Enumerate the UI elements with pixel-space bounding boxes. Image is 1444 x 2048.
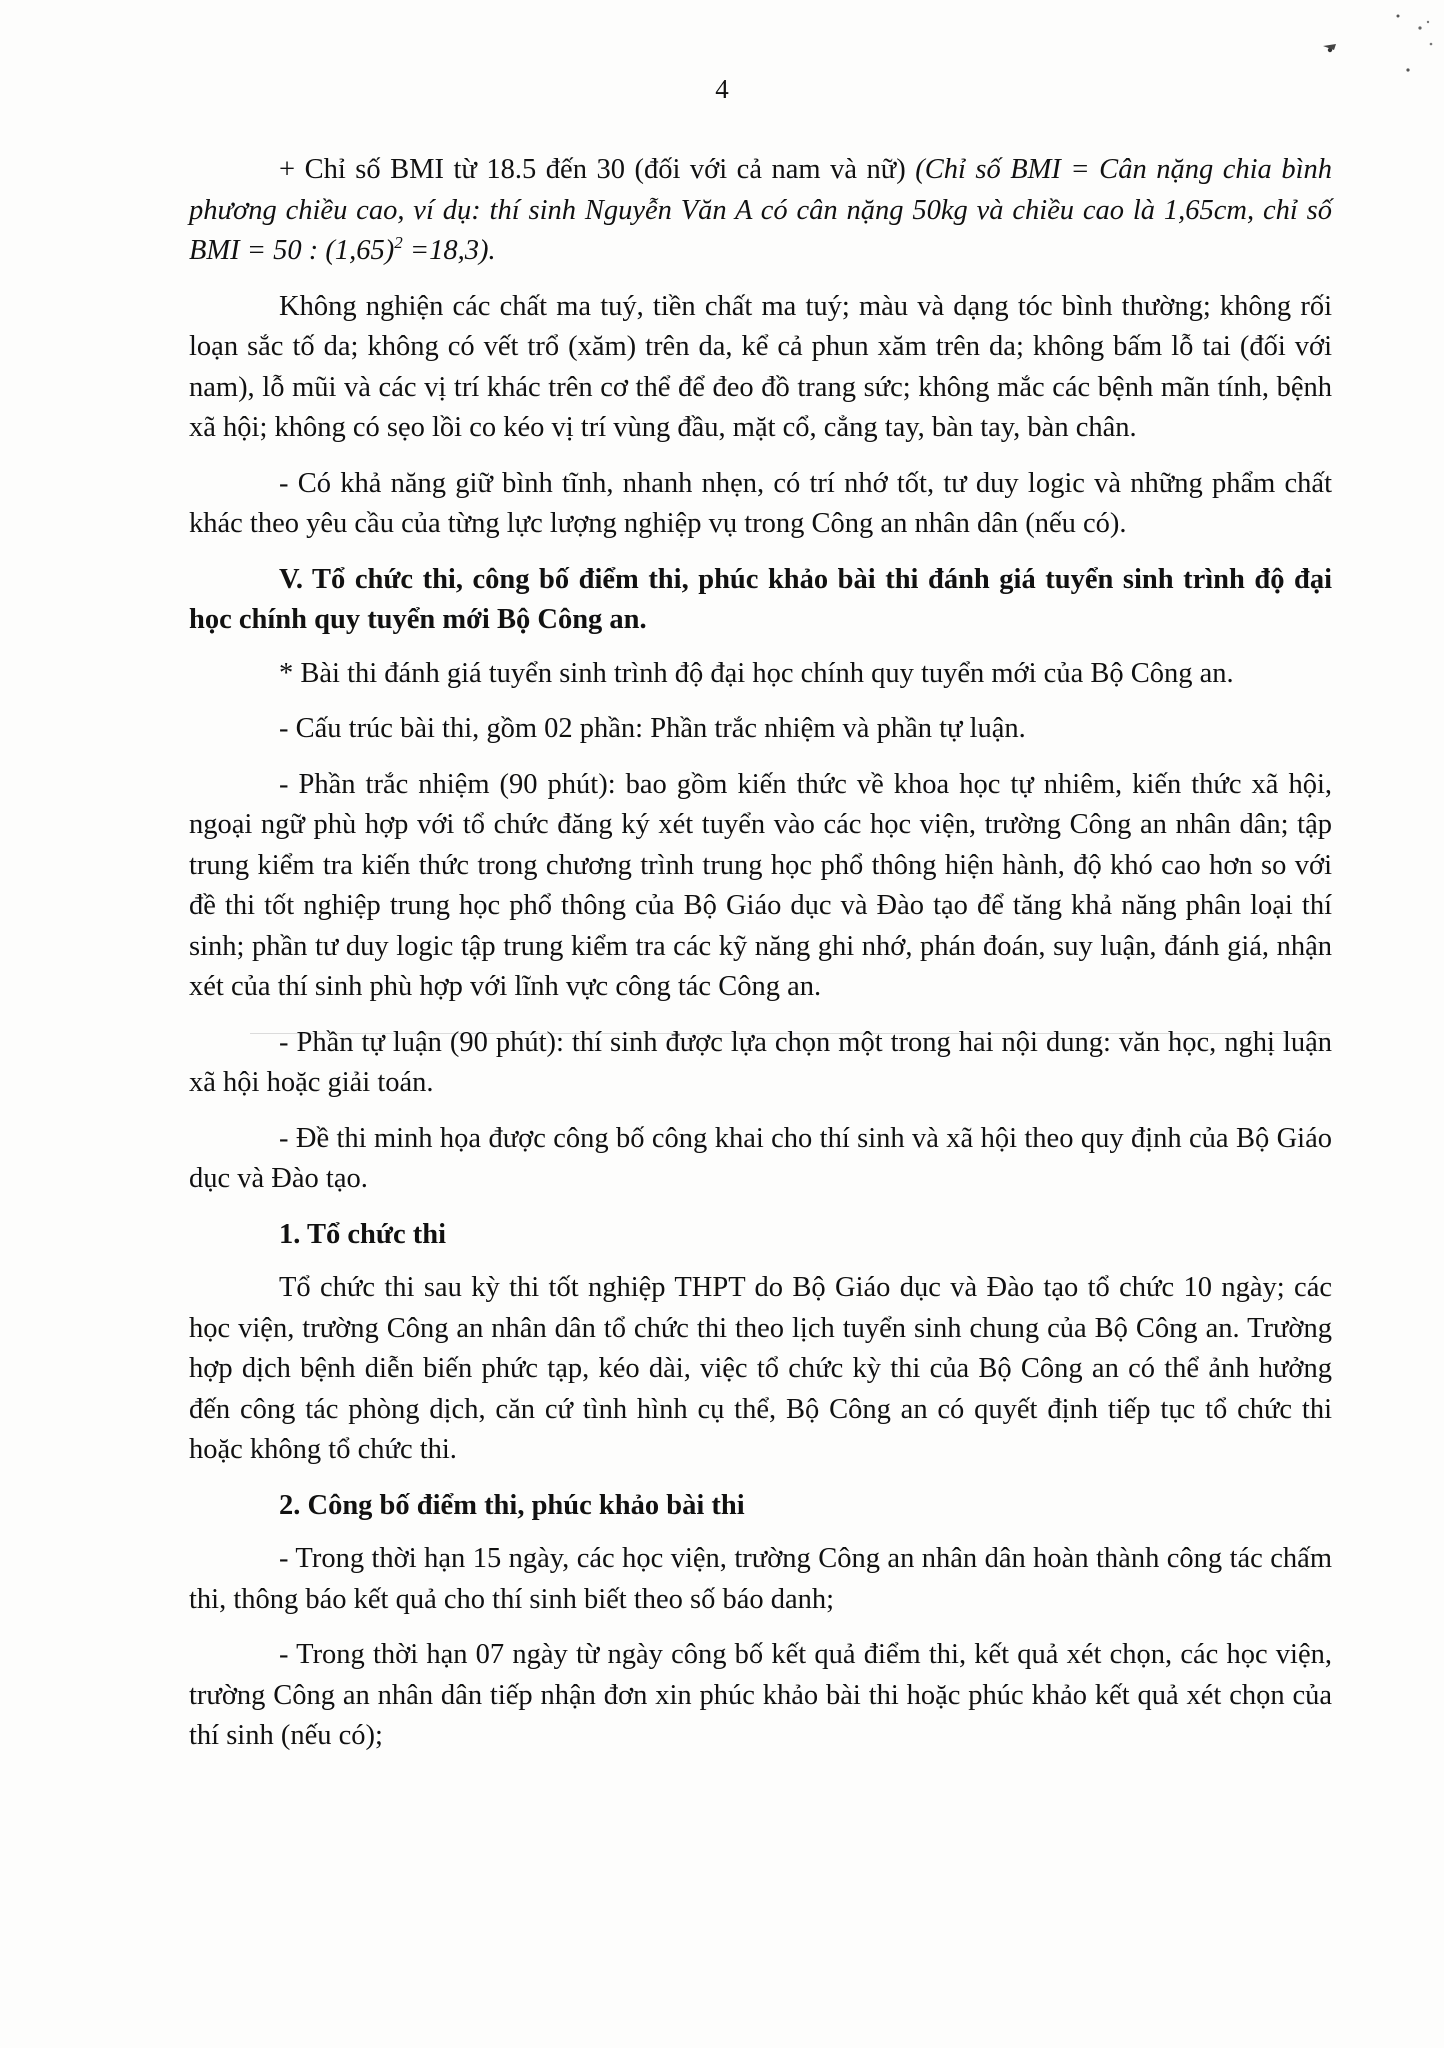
paragraph-exam-intro: * Bài thi đánh giá tuyển sinh trình độ đại học chính quy tuyển mới của Bộ Công an. <box>279 657 1234 689</box>
document-body <box>189 150 1332 1772</box>
bmi-example-part-a: (Chỉ số BMI = Cân nặng chia bình phương chiều cao, ví dụ: thí sinh Nguyễn Văn A có cân nặng 50kg và chiều cao là 1,65cm, chỉ số BMI = 50 : (1,65) <box>189 154 1332 266</box>
paragraph-exam-structure: - Cấu trúc bài thi, gồm 02 phần: Phần trắc nhiệm và phần tự luận. <box>279 713 1026 744</box>
paragraph-sample-exam: - Đề thi minh họa được công bố công khai cho thí sinh và xã hội theo quy định của Bộ Giáo dục và Đào tạo. <box>189 1122 1332 1194</box>
paragraph-organize-exam: Tổ chức thi sau kỳ thi tốt nghiệp THPT do Bộ Giáo dục và Đào tạo tổ chức 10 ngày; các học viện, trường Công an nhân dân tổ chức thi theo lịch tuyển sinh chung của Bộ Công an. Trường hợp dịch bệnh diễn biến phức tạp, kéo dài, việc tổ chức kỳ thi của Bộ Công an có thể ảnh hưởng đến công tác phòng dịch, căn cứ tình hình cụ thể, Bộ Công an có quyết định tiếp tục tổ chức thi hoặc không tổ chức thi. <box>189 1272 1332 1465</box>
paragraph-essay: - Phần tự luận (90 phút): thí sinh được lựa chọn một trong hai nội dung: văn học, nghị luận xã hội hoặc giải toán. <box>189 1026 1332 1098</box>
paragraph-grading: - Trong thời hạn 15 ngày, các học viện, trường Công an nhân dân hoàn thành công tác chấm thi, thông báo kết quả cho thí sinh biết theo số báo danh; <box>189 1543 1332 1615</box>
bmi-exponent: 2 <box>394 233 403 252</box>
page-number: 4 <box>715 74 729 104</box>
paragraph-bmi <box>189 150 1332 272</box>
heading-publish-scores: 2. Công bố điểm thi, phúc khảo bài thi <box>279 1489 745 1521</box>
bmi-example-part-b: =18,3). <box>402 235 496 266</box>
paragraph-appeal: - Trong thời hạn 07 ngày từ ngày công bố kết quả điểm thi, kết quả xét chọn, các học viện, trường Công an nhân dân tiếp nhận đơn xin phúc khảo bài thi hoặc phúc khảo kết quả xét chọn của thí sinh (nếu có); <box>189 1639 1332 1751</box>
paragraph-qualities: - Có khả năng giữ bình tĩnh, nhanh nhẹn, có trí nhớ tốt, tư duy logic và những phẩm chất khác theo yêu cầu của từng lực lượng nghiệp vụ trong Công an nhân dân (nếu có). <box>189 467 1332 539</box>
paragraph-multiple-choice: - Phần trắc nhiệm (90 phút): bao gồm kiến thức về khoa học tự nhiêm, kiến thức xã hội, ngoại ngữ phù hợp với tổ chức đăng ký xét tuyển vào các học viện, trường Công an nhân dân; tập trung kiểm tra kiến thức trong chương trình trung học phổ thông hiện hành, độ khó cao hơn so với đề thi tốt nghiệp trung học phổ thông của Bộ Giáo dục và Đào tạo để tăng khả năng phân loại thí sinh; phần tư duy logic tập trung kiểm tra các kỹ năng ghi nhớ, phán đoán, suy luận, đánh giá, nhận xét của thí sinh phù hợp với lĩnh vực công tác Công an. <box>189 768 1332 1002</box>
section-v-heading: V. Tổ chức thi, công bố điểm thi, phúc khảo bài thi đánh giá tuyển sinh trình độ đại học chính quy tuyển mới Bộ Công an. <box>189 563 1332 635</box>
heading-organize-exam: 1. Tổ chức thi <box>279 1218 447 1250</box>
paragraph-health-requirements: Không nghiện các chất ma tuý, tiền chất ma tuý; màu và dạng tóc bình thường; không rối loạn sắc tố da; không có vết trổ (xăm) trên da, kể cả phun xăm trên da; không bấm lỗ tai (đối với nam), lỗ mũi và các vị trí khác trên cơ thể để đeo đồ trang sức; không mắc các bệnh mãn tính, bệnh xã hội; không có sẹo lồi co kéo vị trí vùng đầu, mặt cổ, cẳng tay, bàn tay, bàn chân. <box>189 290 1332 443</box>
bmi-lead-text: + Chỉ số BMI từ 18.5 đến 30 (đối với cả nam và nữ) <box>279 154 916 185</box>
